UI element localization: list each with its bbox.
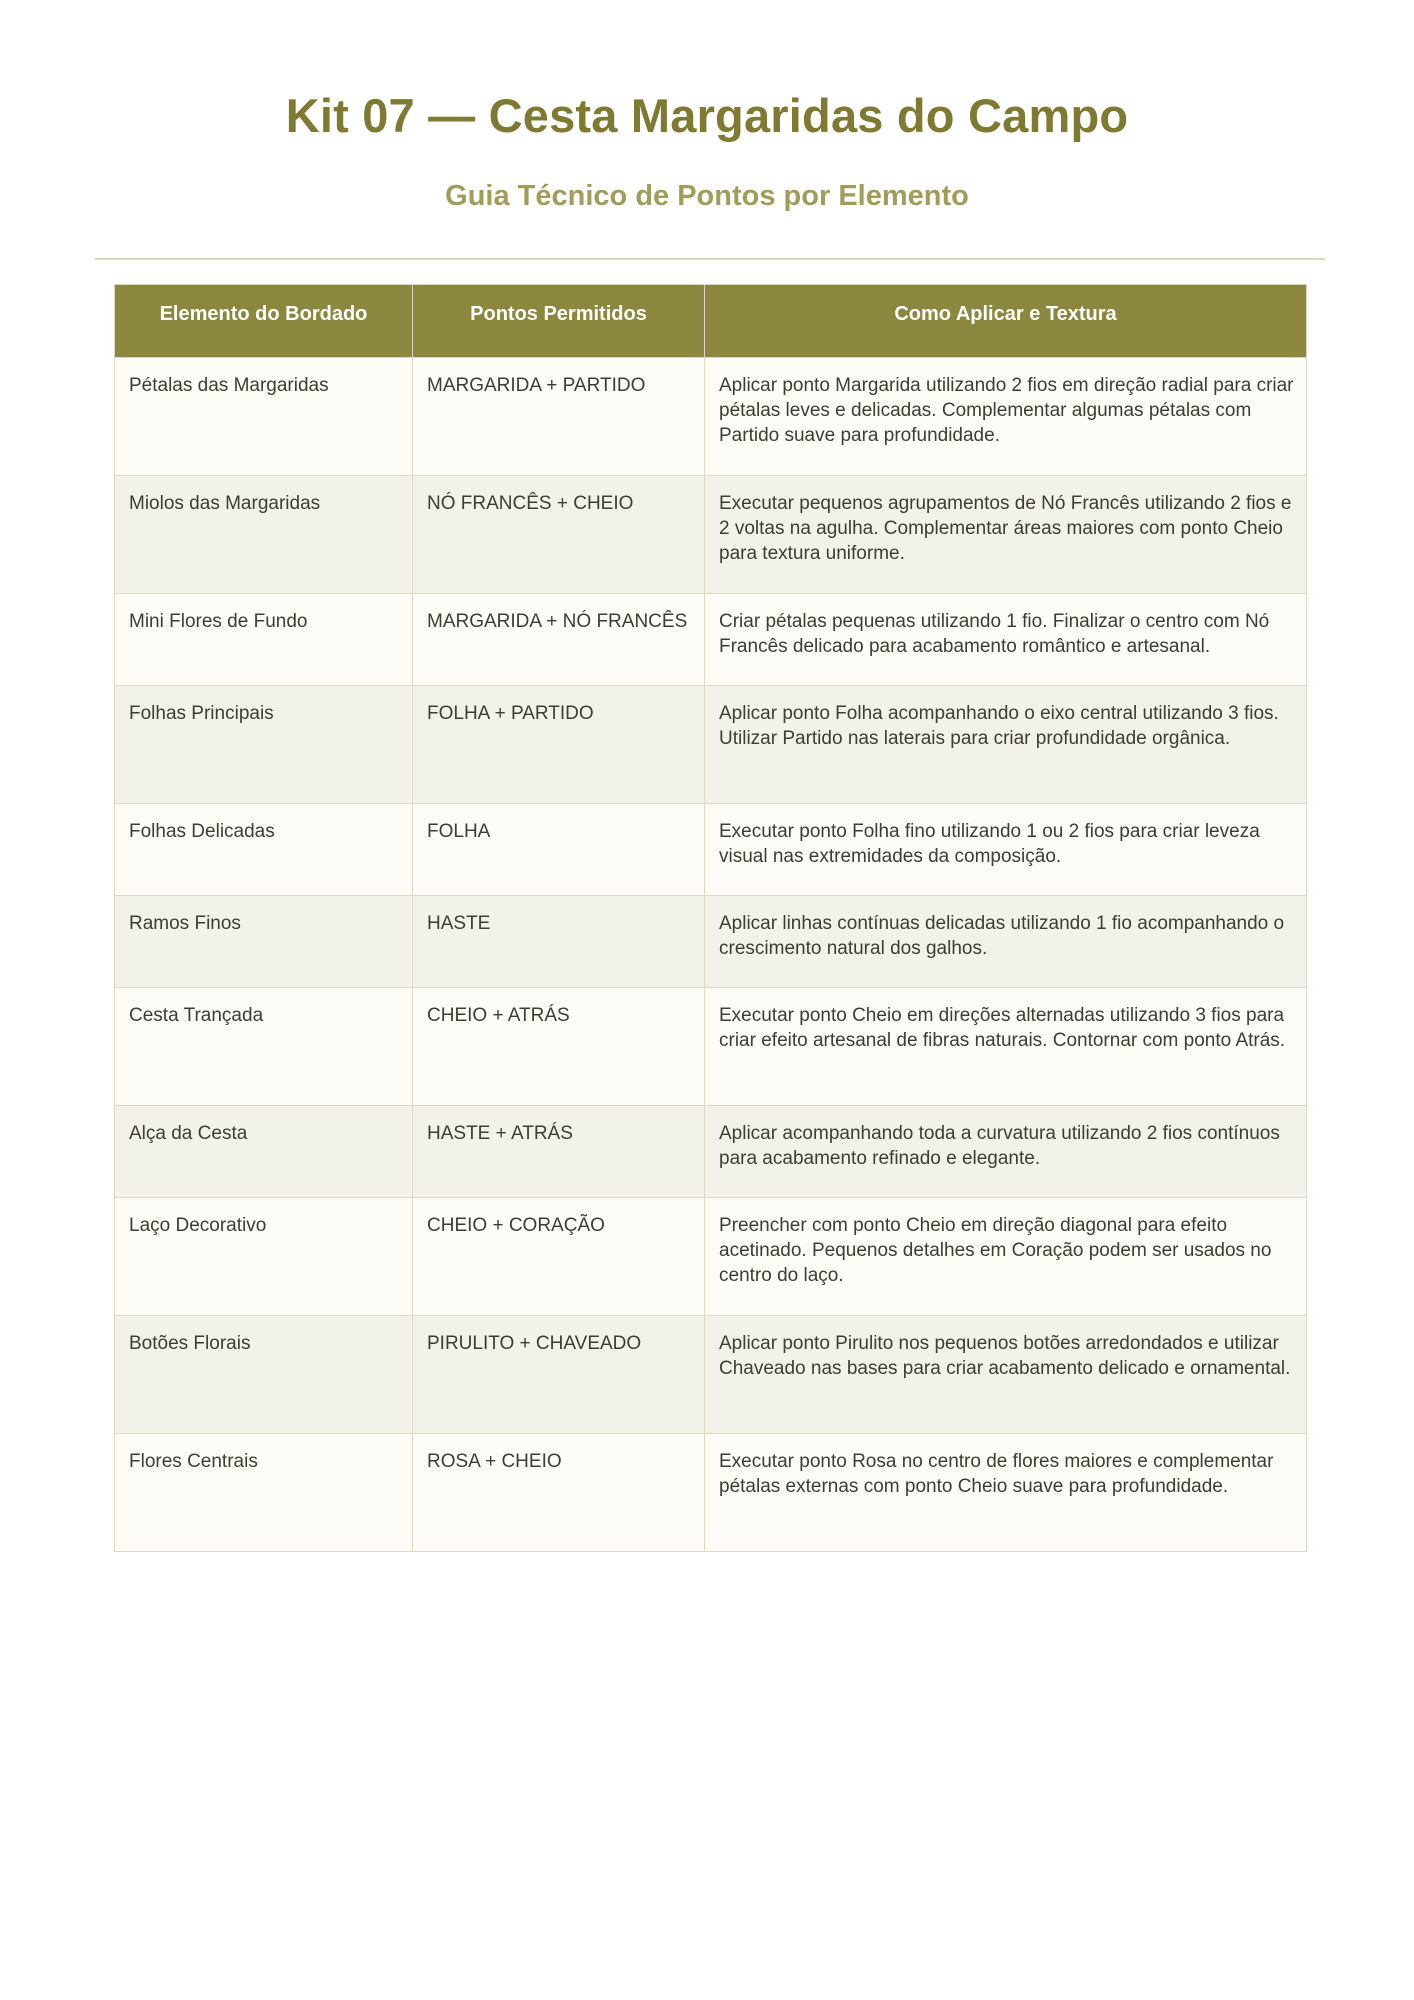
element-cell: Folhas Delicadas bbox=[115, 804, 413, 896]
how-to-apply-cell: Aplicar ponto Folha acompanhando o eixo central utilizando 3 fios. Utilizar Partido nas laterais para criar profundidade orgânica. bbox=[705, 686, 1307, 804]
stitches-cell: HASTE + ATRÁS bbox=[413, 1106, 705, 1198]
table-row bbox=[115, 594, 1307, 686]
table-header-row bbox=[115, 285, 1307, 358]
table-row bbox=[115, 1106, 1307, 1198]
element-cell: Pétalas das Margaridas bbox=[115, 358, 413, 476]
table-row bbox=[115, 1316, 1307, 1434]
page-subtitle: Guia Técnico de Pontos por Elemento bbox=[445, 180, 969, 212]
element-cell: Folhas Principais bbox=[115, 686, 413, 804]
how-to-apply-cell: Aplicar acompanhando toda a curvatura utilizando 2 fios contínuos para acabamento refinado e elegante. bbox=[705, 1106, 1307, 1198]
column-header-element: Elemento do Bordado bbox=[115, 285, 413, 358]
how-to-apply-cell: Executar ponto Cheio em direções alternadas utilizando 3 fios para criar efeito artesanal de fibras naturais. Contornar com ponto Atrás. bbox=[705, 988, 1307, 1106]
stitches-cell: MARGARIDA + NÓ FRANCÊS bbox=[413, 594, 705, 686]
element-cell: Miolos das Margaridas bbox=[115, 476, 413, 594]
stitches-cell: MARGARIDA + PARTIDO bbox=[413, 358, 705, 476]
element-cell: Laço Decorativo bbox=[115, 1198, 413, 1316]
table-row bbox=[115, 358, 1307, 476]
column-header-stitches: Pontos Permitidos bbox=[413, 285, 705, 358]
column-header-how-to-apply: Como Aplicar e Textura bbox=[705, 285, 1307, 358]
stitches-cell: CHEIO + ATRÁS bbox=[413, 988, 705, 1106]
element-cell: Ramos Finos bbox=[115, 896, 413, 988]
stitches-cell: FOLHA bbox=[413, 804, 705, 896]
table-row bbox=[115, 804, 1307, 896]
element-cell: Mini Flores de Fundo bbox=[115, 594, 413, 686]
how-to-apply-cell: Aplicar linhas contínuas delicadas utilizando 1 fio acompanhando o crescimento natural dos galhos. bbox=[705, 896, 1307, 988]
how-to-apply-cell: Aplicar ponto Pirulito nos pequenos botões arredondados e utilizar Chaveado nas bases para criar acabamento delicado e ornamental. bbox=[705, 1316, 1307, 1434]
how-to-apply-cell: Aplicar ponto Margarida utilizando 2 fios em direção radial para criar pétalas leves e delicadas. Complementar algumas pétalas com Partido suave para profundidade. bbox=[705, 358, 1307, 476]
element-cell: Cesta Trançada bbox=[115, 988, 413, 1106]
stitches-cell: PIRULITO + CHAVEADO bbox=[413, 1316, 705, 1434]
stitch-guide-table bbox=[114, 284, 1307, 1552]
how-to-apply-cell: Executar ponto Folha fino utilizando 1 ou 2 fios para criar leveza visual nas extremidades da composição. bbox=[705, 804, 1307, 896]
element-cell: Botões Florais bbox=[115, 1316, 413, 1434]
table-row bbox=[115, 476, 1307, 594]
how-to-apply-cell: Executar pequenos agrupamentos de Nó Francês utilizando 2 fios e 2 voltas na agulha. Complementar áreas maiores com ponto Cheio para textura uniforme. bbox=[705, 476, 1307, 594]
element-cell: Flores Centrais bbox=[115, 1434, 413, 1552]
element-cell: Alça da Cesta bbox=[115, 1106, 413, 1198]
stitches-cell: ROSA + CHEIO bbox=[413, 1434, 705, 1552]
table-row bbox=[115, 896, 1307, 988]
how-to-apply-cell: Criar pétalas pequenas utilizando 1 fio. Finalizar o centro com Nó Francês delicado para acabamento romântico e artesanal. bbox=[705, 594, 1307, 686]
how-to-apply-cell: Executar ponto Rosa no centro de flores maiores e complementar pétalas externas com ponto Cheio suave para profundidade. bbox=[705, 1434, 1307, 1552]
stitches-cell: HASTE bbox=[413, 896, 705, 988]
stitches-cell: NÓ FRANCÊS + CHEIO bbox=[413, 476, 705, 594]
table-row bbox=[115, 988, 1307, 1106]
header-divider bbox=[95, 258, 1325, 260]
table-row bbox=[115, 1434, 1307, 1552]
table-row bbox=[115, 686, 1307, 804]
stitches-cell: FOLHA + PARTIDO bbox=[413, 686, 705, 804]
stitches-cell: CHEIO + CORAÇÃO bbox=[413, 1198, 705, 1316]
page-title: Kit 07 — Cesta Margaridas do Campo bbox=[285, 89, 1129, 142]
table-row bbox=[115, 1198, 1307, 1316]
how-to-apply-cell: Preencher com ponto Cheio em direção diagonal para efeito acetinado. Pequenos detalhes em Coração podem ser usados no centro do laço. bbox=[705, 1198, 1307, 1316]
